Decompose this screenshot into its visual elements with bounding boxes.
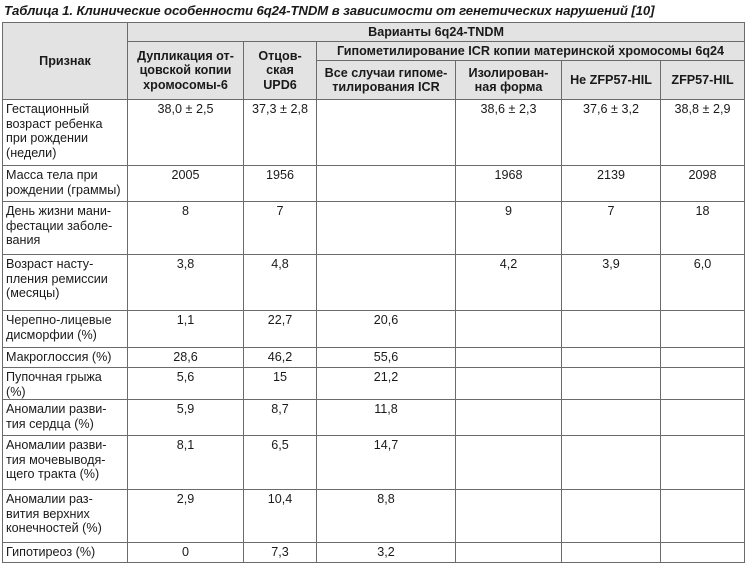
cell-zfp57 xyxy=(661,368,745,400)
cell-upd6: 46,2 xyxy=(244,348,317,368)
row-feature: Масса тела при рождении (граммы) xyxy=(3,166,128,202)
row-feature: Пупочная грыжа (%) xyxy=(3,368,128,400)
row-feature: Гипотиреоз (%) xyxy=(3,543,128,563)
cell-zfp57: 6,0 xyxy=(661,255,745,311)
cell-duplication: 1,1 xyxy=(128,311,244,348)
cell-isolated: 4,2 xyxy=(456,255,562,311)
cell-isolated: 38,6 ± 2,3 xyxy=(456,100,562,166)
cell-no-zfp57 xyxy=(562,490,661,543)
cell-all-cases: 21,2 xyxy=(317,368,456,400)
cell-upd6: 37,3 ± 2,8 xyxy=(244,100,317,166)
cell-upd6: 15 xyxy=(244,368,317,400)
cell-upd6: 4,8 xyxy=(244,255,317,311)
cell-no-zfp57 xyxy=(562,311,661,348)
table-row xyxy=(3,255,745,311)
row-feature: День жизни мани-фестации заболе-вания xyxy=(3,202,128,255)
row-feature: Аномалии разви-тия мочевыводя-щего тракта (%) xyxy=(3,436,128,490)
cell-duplication: 2,9 xyxy=(128,490,244,543)
table-caption: Таблица 1. Клинические особенности 6q24-TNDM в зависимости от генетических нарушений [10] xyxy=(4,3,655,18)
header-feature: Признак xyxy=(3,23,128,100)
cell-duplication: 38,0 ± 2,5 xyxy=(128,100,244,166)
cell-all-cases: 20,6 xyxy=(317,311,456,348)
cell-isolated xyxy=(456,311,562,348)
cell-duplication: 28,6 xyxy=(128,348,244,368)
header-duplication: Дупликация от-цовской копии хромосомы-6 xyxy=(128,42,244,100)
cell-zfp57 xyxy=(661,400,745,436)
cell-no-zfp57 xyxy=(562,436,661,490)
cell-all-cases: 55,6 xyxy=(317,348,456,368)
cell-all-cases: 14,7 xyxy=(317,436,456,490)
cell-isolated xyxy=(456,436,562,490)
cell-duplication: 8,1 xyxy=(128,436,244,490)
row-feature: Аномалии разви-тия сердца (%) xyxy=(3,400,128,436)
cell-all-cases xyxy=(317,100,456,166)
cell-upd6: 7,3 xyxy=(244,543,317,563)
cell-zfp57 xyxy=(661,490,745,543)
cell-isolated: 9 xyxy=(456,202,562,255)
header-upd6: Отцов-ская UPD6 xyxy=(244,42,317,100)
cell-duplication: 8 xyxy=(128,202,244,255)
row-feature: Макроглоссия (%) xyxy=(3,348,128,368)
cell-zfp57: 38,8 ± 2,9 xyxy=(661,100,745,166)
cell-duplication: 0 xyxy=(128,543,244,563)
header-variants: Варианты 6q24-TNDM xyxy=(128,23,745,42)
header-zfp57: ZFP57-HIL xyxy=(661,61,745,100)
table-row xyxy=(3,100,745,166)
cell-zfp57 xyxy=(661,311,745,348)
cell-upd6: 1956 xyxy=(244,166,317,202)
header-isolated: Изолирован-ная форма xyxy=(456,61,562,100)
cell-isolated: 1968 xyxy=(456,166,562,202)
cell-all-cases xyxy=(317,202,456,255)
cell-upd6: 10,4 xyxy=(244,490,317,543)
cell-no-zfp57 xyxy=(562,368,661,400)
header-all-cases: Все случаи гипоме-тилирования ICR xyxy=(317,61,456,100)
table-row xyxy=(3,311,745,348)
cell-isolated xyxy=(456,348,562,368)
clinical-features-table xyxy=(2,22,745,563)
cell-isolated xyxy=(456,368,562,400)
cell-no-zfp57 xyxy=(562,543,661,563)
cell-zfp57 xyxy=(661,543,745,563)
cell-zfp57: 18 xyxy=(661,202,745,255)
table-row xyxy=(3,202,745,255)
cell-upd6: 6,5 xyxy=(244,436,317,490)
cell-zfp57: 2098 xyxy=(661,166,745,202)
table-row xyxy=(3,166,745,202)
cell-all-cases: 3,2 xyxy=(317,543,456,563)
table-row xyxy=(3,543,745,563)
header-hypomethylation: Гипометилирование ICR копии материнской хромосомы 6q24 xyxy=(317,42,745,61)
cell-upd6: 7 xyxy=(244,202,317,255)
row-feature: Возраст насту-пления ремиссии (месяцы) xyxy=(3,255,128,311)
cell-zfp57 xyxy=(661,348,745,368)
cell-upd6: 22,7 xyxy=(244,311,317,348)
cell-no-zfp57 xyxy=(562,400,661,436)
cell-all-cases: 8,8 xyxy=(317,490,456,543)
cell-no-zfp57: 37,6 ± 3,2 xyxy=(562,100,661,166)
table-row xyxy=(3,400,745,436)
table-row xyxy=(3,436,745,490)
cell-duplication: 5,6 xyxy=(128,368,244,400)
table-row xyxy=(3,368,745,400)
cell-isolated xyxy=(456,400,562,436)
cell-no-zfp57: 7 xyxy=(562,202,661,255)
cell-no-zfp57 xyxy=(562,348,661,368)
header-no-zfp57: Не ZFP57-HIL xyxy=(562,61,661,100)
cell-all-cases: 11,8 xyxy=(317,400,456,436)
cell-isolated xyxy=(456,490,562,543)
table-row xyxy=(3,348,745,368)
cell-all-cases xyxy=(317,166,456,202)
cell-isolated xyxy=(456,543,562,563)
row-feature: Черепно-лицевые дисморфии (%) xyxy=(3,311,128,348)
cell-duplication: 5,9 xyxy=(128,400,244,436)
cell-no-zfp57: 2139 xyxy=(562,166,661,202)
row-feature: Аномалии раз-вития верхних конечностей (%) xyxy=(3,490,128,543)
row-feature: Гестационный возраст ребенка при рождении (недели) xyxy=(3,100,128,166)
cell-upd6: 8,7 xyxy=(244,400,317,436)
cell-duplication: 2005 xyxy=(128,166,244,202)
table-row xyxy=(3,490,745,543)
cell-no-zfp57: 3,9 xyxy=(562,255,661,311)
cell-duplication: 3,8 xyxy=(128,255,244,311)
cell-all-cases xyxy=(317,255,456,311)
cell-zfp57 xyxy=(661,436,745,490)
